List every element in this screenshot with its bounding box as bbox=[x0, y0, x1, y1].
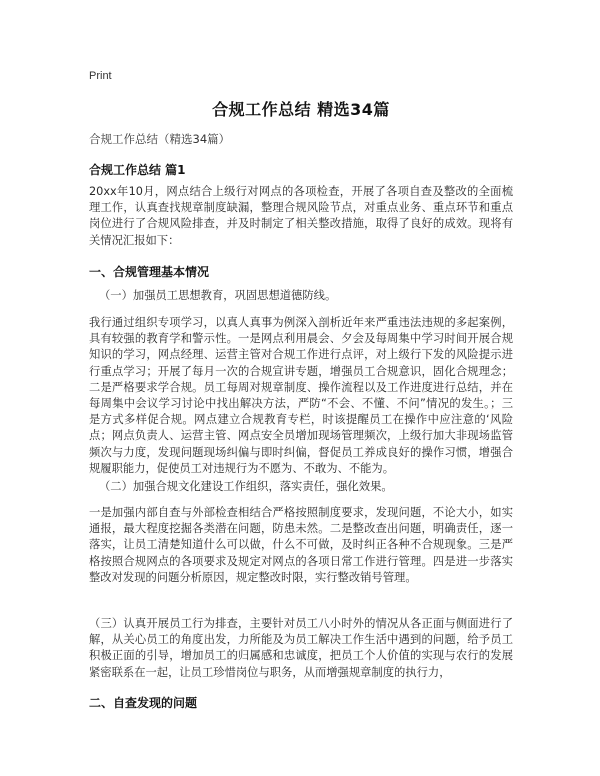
item-3-body: （三）认真开展员工行为排查，主要针对员工八小时外的情况从各正面与侧面进行了解，从关心员工的角度出发，力所能及为员工解决工作生活中遇到的问题，给予员工积极正面的引导，增加员工的归属感和忠诚度，把员工个人价值的实现与农行的发展紧密联系在一起，让员工珍惜岗位与职务，从而增强规章制度的执行力， bbox=[89, 617, 513, 679]
article-heading: 合规工作总结 篇1 bbox=[89, 163, 186, 177]
section-2-heading: 二、自查发现的问题 bbox=[89, 696, 198, 710]
item-1-heading: （一）加强员工思想教育，巩固思想道德防线。 bbox=[99, 289, 337, 302]
section-1-heading: 一、合规管理基本情况 bbox=[89, 265, 210, 279]
item-1-body: 我行通过组织专项学习，以真人真事为例深入剖析近年来严重违法违规的多起案例，具有较强的教育学和警示性。一是网点利用晨会、夕会及每周集中学习时间开展合规知识的学习，网点经理、运营主管对合规工作进行点评，对上级行下发的风险提示进行重点学习；开展了每月一次的合规宣讲专题，增强员工合规意识，固化合规理念；二是严格要求学合规。员工每周对规章制度、操作流程以及工作进度进行总结，并在每周集中会议学习讨论中找出解决方法，严防“不会、不懂、不问”情况的发生。；三是方式多样促合规。网点建立合规教育专栏，时该提醒员工在操作中应注意的‘风险点；网点负责人、运营主管、网点安全员增加现场管理频次，上级行加大非现场监管频次与力度，发现问题现场纠偏与即时纠偏，督促员工养成良好的操作习惯，增强合规履职能力，促使员工对违规行为不愿为、不敢为、不能为。 bbox=[89, 316, 513, 475]
item-2-body: 一是加强内部自查与外部检查相结合严格按照制度要求，发现问题，不论大小，如实通报，最大程度挖掘各类潜在问题，防患未然。二是整改查出问题，明确责任，逐一落实，让员工清楚知道什么可以做，什么不可做，及时纠正各种不合规现象。三是严格按照合规网点的各项要求及规定对网点的各项日常工作进行管理。四是进一步落实整改对发现的问题分析原因，规定整改时限，实行整改销号管理。 bbox=[89, 506, 513, 584]
document-title: 合规工作总结 精选34篇 bbox=[212, 100, 390, 119]
print-link[interactable]: Print bbox=[89, 70, 112, 82]
item-2-heading: （二）加强合规文化建设工作组织，落实责任，强化效果。 bbox=[99, 480, 393, 493]
document-subtitle: 合规工作总结（精选34篇） bbox=[89, 132, 231, 146]
intro-paragraph: 20xx年10月，网点结合上级行对网点的各项检查，开展了各项自查及整改的全面梳理工作，认真查找规章制度缺漏，整理合规风险节点，对重点业务、重点环节和重点岗位进行了合规风险排查，并及时制定了相关整改措施，取得了良好的成效。现将有关情况汇报如下： bbox=[89, 185, 513, 247]
